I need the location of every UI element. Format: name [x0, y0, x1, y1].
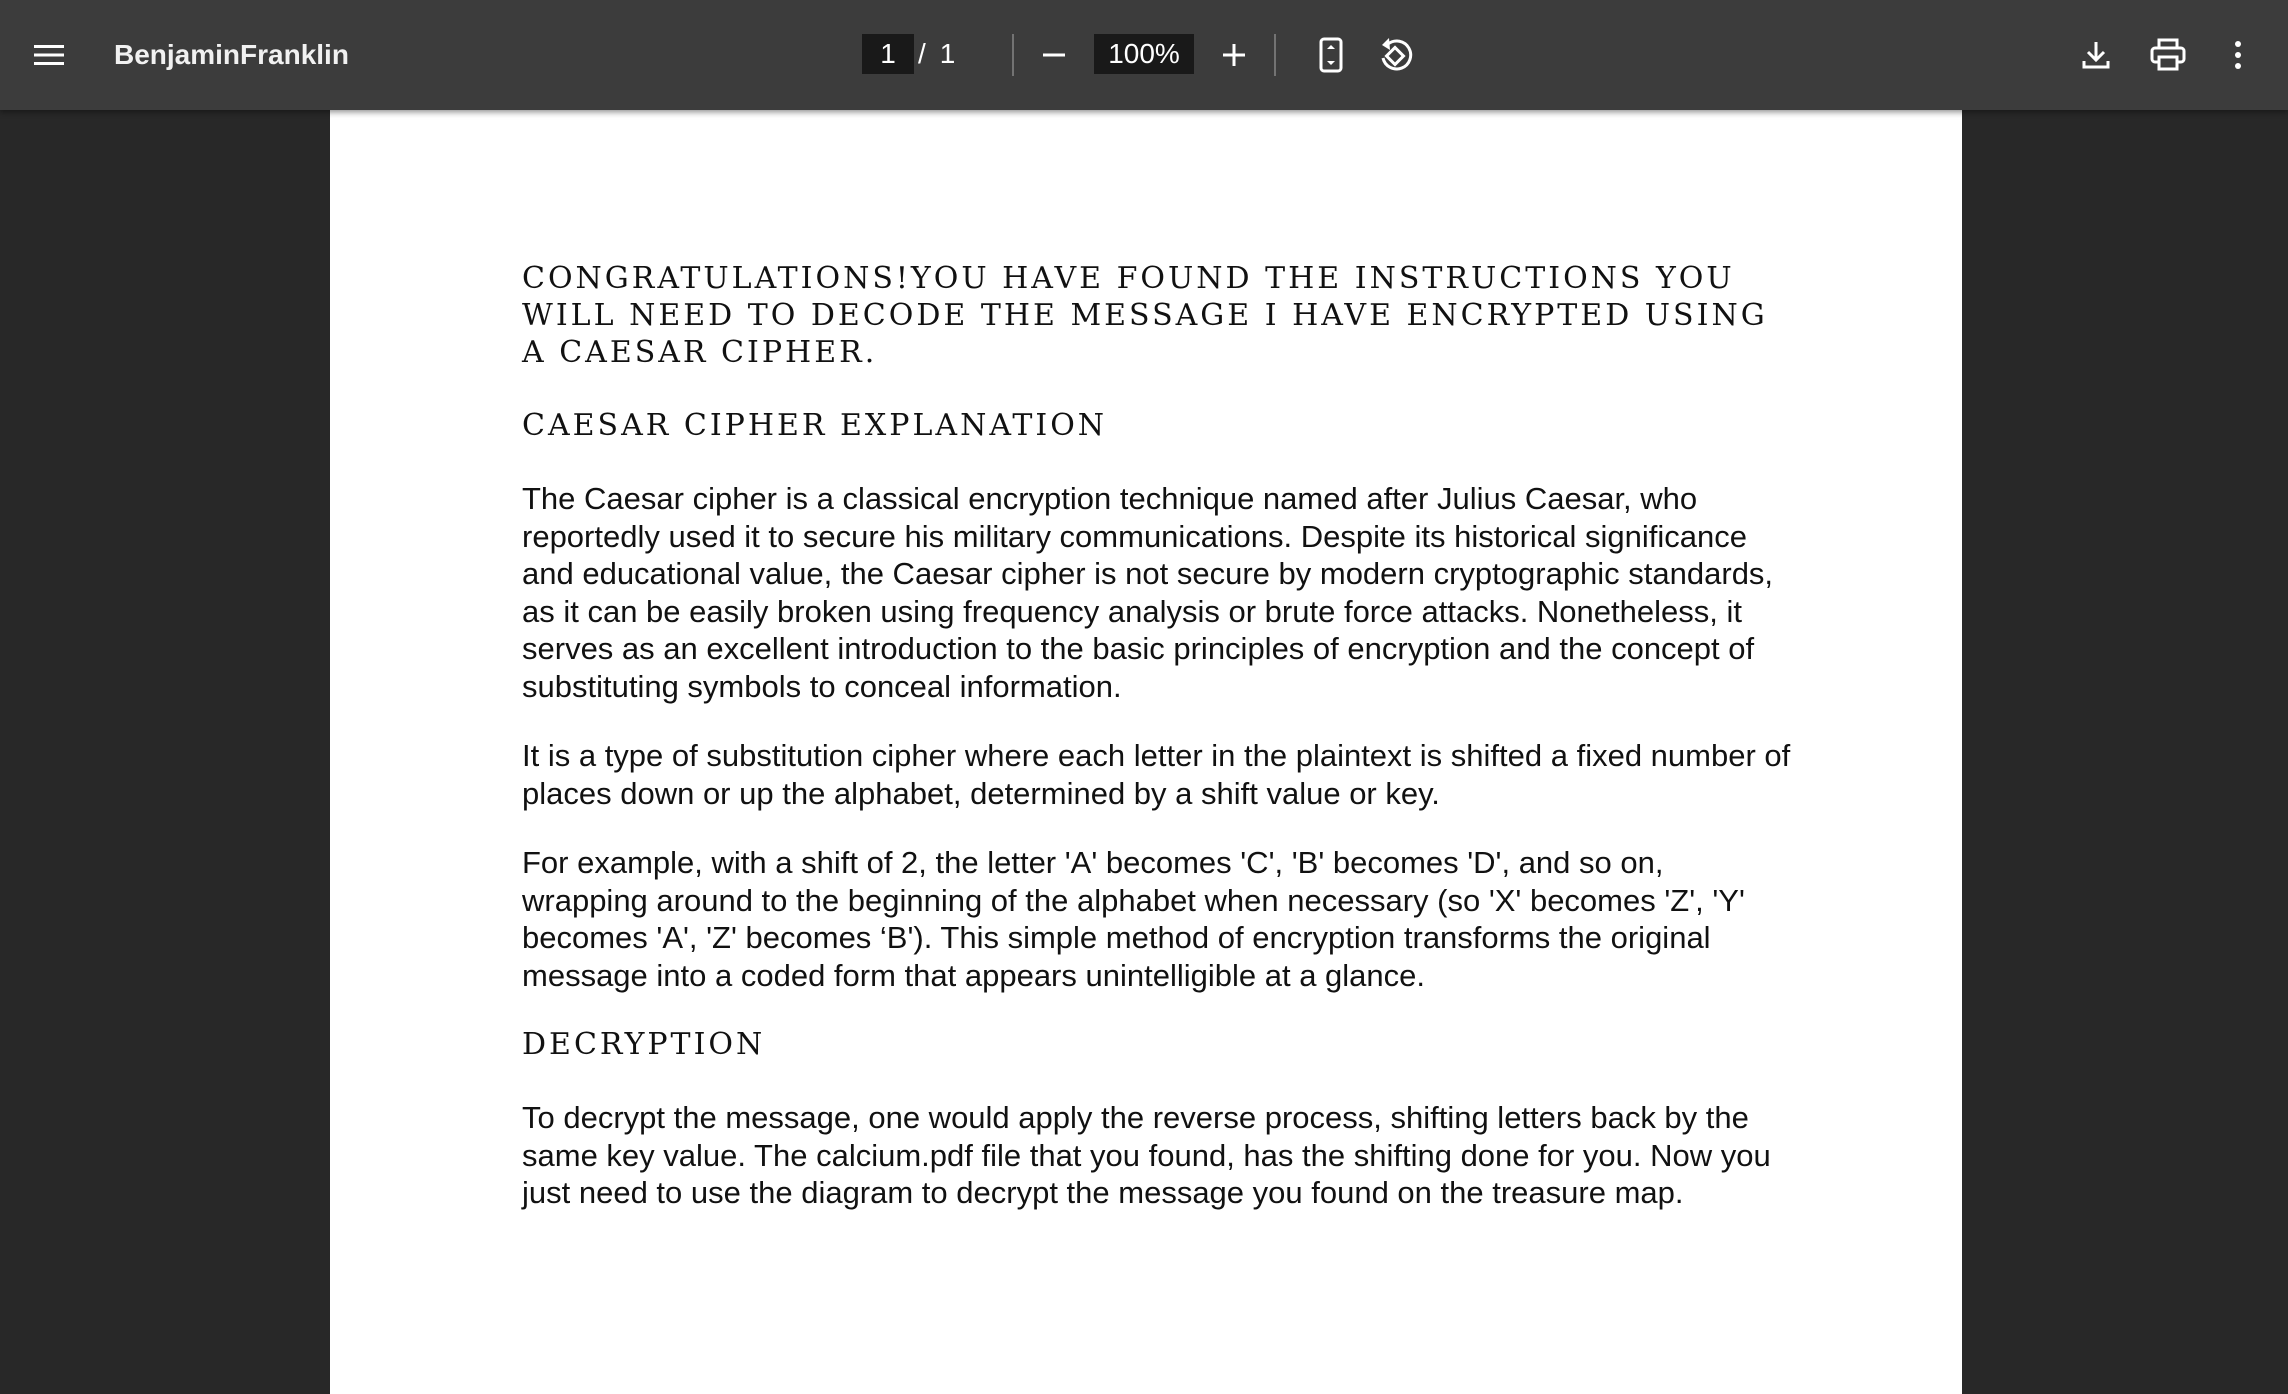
section-heading-decryption: DECRYPTION	[522, 1027, 766, 1062]
rotate-icon	[1376, 36, 1414, 74]
download-icon	[2080, 39, 2112, 71]
pdf-page	[330, 110, 1962, 1394]
page-separator: /	[918, 38, 926, 69]
zoom-out-button[interactable]	[1026, 27, 1082, 83]
pdf-toolbar	[0, 0, 2288, 110]
zoom-in-button[interactable]	[1206, 27, 1262, 83]
more-vertical-icon	[2233, 40, 2243, 70]
download-button[interactable]	[2068, 27, 2124, 83]
current-page-input[interactable]: 1	[862, 34, 914, 74]
hamburger-menu-icon[interactable]	[21, 27, 77, 83]
fit-to-page-button[interactable]	[1303, 27, 1359, 83]
print-icon	[2150, 38, 2186, 72]
paragraph-explanation: The Caesar cipher is a classical encryption technique named after Julius Caesar, who reportedly used it to secure his military communications. Despite its historical significance and educational value, the Caesar cipher is not secure by modern cryptographic standards, as it can be easily broken using frequency analysis or brute force attacks. Nonetheless, it serves as an excellent introduction to the basic principles of encryption and the concept of substituting symbols to conceal information.	[522, 481, 1774, 704]
paragraph-decryption: To decrypt the message, one would apply the reverse process, shifting letters back by the same key value. The calcium.pdf file that you found, has the shifting done for you. Now you just need to use the diagram to decrypt the message you found on the treasure map.	[522, 1100, 1771, 1210]
paragraph-example: For example, with a shift of 2, the letter 'A' becomes 'C', 'B' becomes 'D', and so on, wrapping around to the beginning of the alphabet when necessary (so 'X' becomes 'Z', 'Y' becomes 'A', 'Z' becomes ‘B'). This simple method of encryption transforms the original message into a coded form that appears unintelligible at a glance.	[522, 845, 1745, 993]
rotate-button[interactable]	[1367, 27, 1423, 83]
more-options-button[interactable]	[2210, 27, 2266, 83]
total-pages: 1	[939, 38, 956, 69]
intro-heading: CONGRATULATIONS!YOU HAVE FOUND THE INSTRUCTIONS YOU WILL NEED TO DECODE THE MESSAGE I HAVE ENCRYPTED USING A CAESAR CIPHER.	[522, 261, 1768, 370]
page-content	[522, 260, 1792, 1212]
document-title: BenjaminFranklin	[114, 39, 349, 70]
print-button[interactable]	[2140, 27, 2196, 83]
minus-icon	[1039, 40, 1069, 70]
document-viewport[interactable]	[0, 110, 2288, 1394]
page-count	[918, 34, 969, 74]
zoom-level-input[interactable]: 100%	[1094, 34, 1194, 74]
toolbar-divider	[1274, 34, 1276, 76]
fit-to-page-icon	[1315, 37, 1347, 73]
toolbar-divider	[1012, 34, 1014, 76]
section-heading-caesar: CAESAR CIPHER EXPLANATION	[522, 408, 1108, 443]
plus-icon	[1219, 40, 1249, 70]
paragraph-substitution: It is a type of substitution cipher where each letter in the plaintext is shifted a fixed number of places down or up the alphabet, determined by a shift value or key.	[522, 738, 1791, 811]
